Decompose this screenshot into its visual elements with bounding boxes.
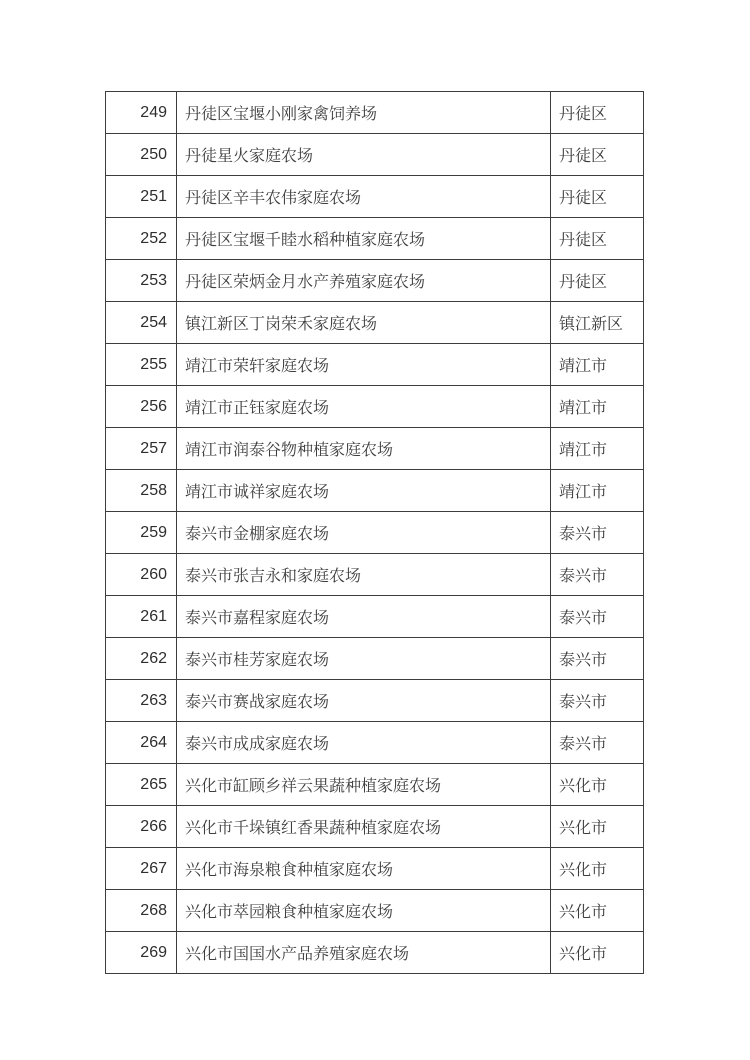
region-cell: 泰兴市 (551, 638, 644, 680)
region-cell: 泰兴市 (551, 554, 644, 596)
row-number-cell: 249 (106, 92, 177, 134)
table-row (106, 932, 644, 974)
farm-name-cell: 镇江新区丁岗荣禾家庭农场 (177, 302, 551, 344)
row-number-cell: 258 (106, 470, 177, 512)
row-number-cell: 269 (106, 932, 177, 974)
region-cell: 泰兴市 (551, 596, 644, 638)
farm-name-cell: 泰兴市嘉程家庭农场 (177, 596, 551, 638)
table-row (106, 848, 644, 890)
farm-name-cell: 兴化市千垛镇红香果蔬种植家庭农场 (177, 806, 551, 848)
row-number-cell: 251 (106, 176, 177, 218)
farm-name-cell: 泰兴市桂芳家庭农场 (177, 638, 551, 680)
row-number-cell: 264 (106, 722, 177, 764)
row-number-cell: 259 (106, 512, 177, 554)
table-row (106, 134, 644, 176)
table-row (106, 344, 644, 386)
region-cell: 兴化市 (551, 806, 644, 848)
farm-name-cell: 兴化市萃园粮食种植家庭农场 (177, 890, 551, 932)
row-number-cell: 267 (106, 848, 177, 890)
row-number-cell: 263 (106, 680, 177, 722)
table-row (106, 554, 644, 596)
row-number-cell: 256 (106, 386, 177, 428)
table-row (106, 428, 644, 470)
farm-name-cell: 兴化市缸顾乡祥云果蔬种植家庭农场 (177, 764, 551, 806)
row-number-cell: 266 (106, 806, 177, 848)
row-number-cell: 262 (106, 638, 177, 680)
row-number-cell: 261 (106, 596, 177, 638)
region-cell: 泰兴市 (551, 680, 644, 722)
region-cell: 丹徒区 (551, 218, 644, 260)
table-row (106, 764, 644, 806)
farm-list-table (105, 91, 644, 974)
region-cell: 靖江市 (551, 344, 644, 386)
farm-name-cell: 兴化市国国水产品养殖家庭农场 (177, 932, 551, 974)
region-cell: 靖江市 (551, 386, 644, 428)
farm-name-cell: 靖江市润泰谷物种植家庭农场 (177, 428, 551, 470)
table-row (106, 596, 644, 638)
row-number-cell: 252 (106, 218, 177, 260)
farm-name-cell: 泰兴市成成家庭农场 (177, 722, 551, 764)
row-number-cell: 250 (106, 134, 177, 176)
region-cell: 丹徒区 (551, 92, 644, 134)
farm-name-cell: 靖江市荣轩家庭农场 (177, 344, 551, 386)
farm-name-cell: 丹徒区荣炳金月水产养殖家庭农场 (177, 260, 551, 302)
table-row (106, 386, 644, 428)
table-row (106, 512, 644, 554)
farm-name-cell: 泰兴市赛战家庭农场 (177, 680, 551, 722)
table-row (106, 92, 644, 134)
farm-table-body (106, 92, 644, 974)
table-row (106, 638, 644, 680)
farm-name-cell: 靖江市诚祥家庭农场 (177, 470, 551, 512)
farm-name-cell: 丹徒区宝堰千睦水稻种植家庭农场 (177, 218, 551, 260)
table-row (106, 218, 644, 260)
region-cell: 靖江市 (551, 428, 644, 470)
row-number-cell: 253 (106, 260, 177, 302)
row-number-cell: 255 (106, 344, 177, 386)
region-cell: 兴化市 (551, 890, 644, 932)
farm-name-cell: 靖江市正钰家庭农场 (177, 386, 551, 428)
region-cell: 丹徒区 (551, 260, 644, 302)
table-row (106, 680, 644, 722)
region-cell: 泰兴市 (551, 722, 644, 764)
table-row (106, 890, 644, 932)
region-cell: 泰兴市 (551, 512, 644, 554)
farm-name-cell: 泰兴市张吉永和家庭农场 (177, 554, 551, 596)
region-cell: 兴化市 (551, 848, 644, 890)
table-row (106, 260, 644, 302)
table-row (106, 176, 644, 218)
row-number-cell: 257 (106, 428, 177, 470)
region-cell: 丹徒区 (551, 134, 644, 176)
row-number-cell: 268 (106, 890, 177, 932)
row-number-cell: 260 (106, 554, 177, 596)
farm-name-cell: 丹徒区宝堰小刚家禽饲养场 (177, 92, 551, 134)
region-cell: 兴化市 (551, 764, 644, 806)
table-row (106, 470, 644, 512)
region-cell: 兴化市 (551, 932, 644, 974)
row-number-cell: 265 (106, 764, 177, 806)
row-number-cell: 254 (106, 302, 177, 344)
table-row (106, 302, 644, 344)
table-row (106, 722, 644, 764)
region-cell: 镇江新区 (551, 302, 644, 344)
farm-name-cell: 兴化市海泉粮食种植家庭农场 (177, 848, 551, 890)
farm-name-cell: 丹徒星火家庭农场 (177, 134, 551, 176)
farm-name-cell: 丹徒区辛丰农伟家庭农场 (177, 176, 551, 218)
region-cell: 靖江市 (551, 470, 644, 512)
farm-name-cell: 泰兴市金棚家庭农场 (177, 512, 551, 554)
table-row (106, 806, 644, 848)
region-cell: 丹徒区 (551, 176, 644, 218)
